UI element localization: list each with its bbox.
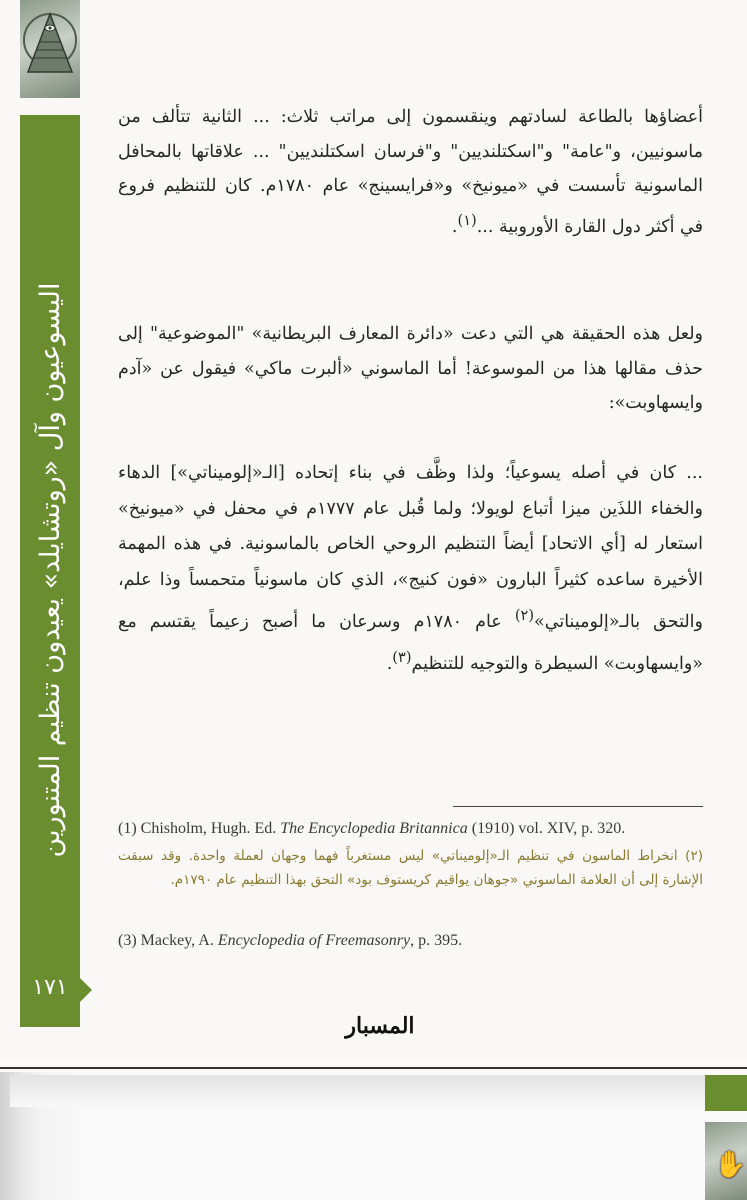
next-page-header-band (10, 1075, 705, 1107)
pyramid-eye-emblem (20, 0, 80, 98)
footnote-1-details: (1910) vol. XIV, p. 320. (467, 820, 626, 837)
footnote-ref-2: (٢) (514, 607, 535, 624)
quote-text-a: ... كان في أصله يسوعياً؛ ولذا وظَّف في بناء إتحاده [الـ«إلوميناتي»] الدهاء والخفاء اللذَين ميزا أتباع لويولا؛ ولما قُبل عام ١٧٧٧م في محفل في «ميونيخ» استعار له [أي الاتحاد] أيضاً التنظيم الروحي الخاص بالماسونية. في هذه المهمة الأخيرة ساعده كثيراً البارون «فون كنيج»، الذي كان ماسونياً متحمساً وذا علم، والتحق بالـ«إلوميناتي» (118, 463, 703, 632)
footnote-ref-3: (٣) (392, 649, 412, 667)
running-title: اليسوعيون وآل «روتشايلد» يعيدون تنظيم المتنورين (34, 282, 66, 858)
footnote-3 (118, 932, 718, 950)
page-number: ١٧١ (32, 975, 68, 1000)
footnote-divider (453, 806, 703, 807)
paragraph-1-text: أعضاؤها بالطاعة لسادتهم وينقسمون إلى مراتب ثلاث: ... الثانية تتألف من ماسونيين، و"عامة" و"اسكتلنديين" و"فرسان اسكتلنديين" ... علاقاتها بالمحافل الماسونية تأسست في «ميونيخ» و«فرايسينج» عام ١٧٨٠م. كان للتنظيم فروع في أكثر دول القارة الأوروبية ... (118, 107, 703, 237)
block-quote (118, 456, 703, 683)
next-page-green-tab (705, 1075, 747, 1111)
page-number-arrow-icon (80, 978, 92, 1002)
footnote-1-author: (1) Chisholm, Hugh. Ed. (118, 820, 281, 837)
quote-end: . (386, 654, 393, 675)
page-separator (0, 1067, 747, 1069)
body-paragraph-2: ولعل هذه الحقيقة هي التي دعت «دائرة المعارف البريطانية» "الموضوعية" إلى حذف مقالها هذا من الموسوعة! أما الماسوني «ألبرت ماكي» فيقول عن «آدم وايسهاوبت»: (118, 324, 703, 413)
quote-text-b: عام ١٧٨٠م وسرعان ما أصبح زعيماً يقتسم مع «وايسهاوبت» السيطرة والتوجيه للتنظيم (118, 611, 703, 675)
footnote-2: (٢) انخراط الماسون في تنظيم الـ«إلوميناتي» ليس مستغرباً فهما وجهان لعملة واحدة. وقد سبقت الإشارة إلى أن العلامة الماسوني «جوهان يواقيم كريستوف بود» التحق بهذا التنظيم عام ١٧٩٠م. (118, 848, 703, 888)
paragraph-1-end: . (451, 216, 458, 237)
footnote-3-details: , p. 395. (410, 932, 463, 949)
footnote-ref-1: (١) (457, 211, 477, 229)
hand-cursor-icon[interactable]: ✋ (714, 1150, 747, 1180)
footnote-3-author: (3) Mackey, A. (118, 932, 218, 949)
footnote-1-title: The Encyclopedia Britannica (280, 820, 468, 837)
footnote-1 (118, 820, 718, 838)
body-paragraph-1 (118, 100, 703, 244)
footnote-3-title: Encyclopedia of Freemasonry (217, 932, 411, 949)
pyramid-eye-icon (20, 0, 80, 98)
publisher-logo: المسبار (345, 1013, 415, 1039)
